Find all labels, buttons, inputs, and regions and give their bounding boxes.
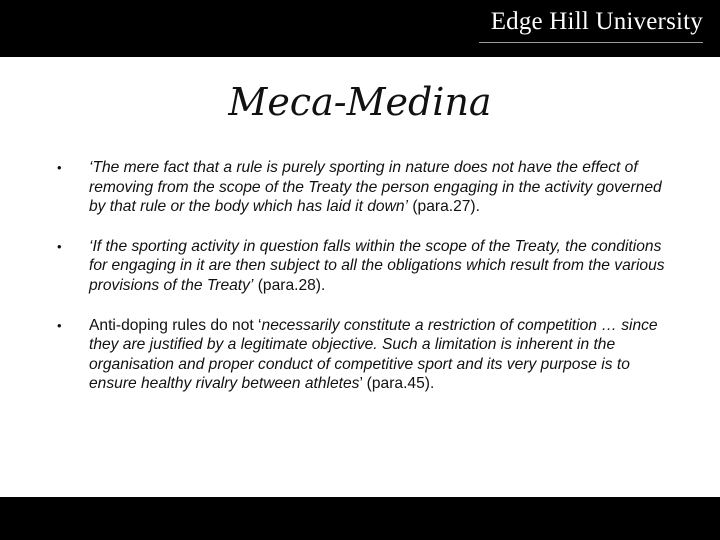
bullet-marker: •: [57, 160, 62, 175]
header-bar: [0, 0, 720, 57]
citation-text: (para.27).: [408, 198, 480, 216]
bullet-item: [55, 158, 675, 217]
bullet-marker: •: [57, 317, 62, 333]
intro-text: Anti-doping rules do not ‘: [89, 316, 262, 334]
quote-text: necessarily constitute a restriction of competition … since they are justified by a legitimate objective. Such a limitation is inherent in the organisation and proper conduct of competitive sport and its very purpose is to ensure healthy rivalry between athletes: [89, 316, 658, 393]
bullet-item: [55, 316, 675, 394]
bullet-item: [55, 237, 675, 296]
quote-text: ‘If the sporting activity in question falls within the scope of the Treaty, the conditions for engaging in it are then subject to all the obligations which result from the various provisions of the Treaty’: [89, 237, 665, 294]
slide-title: Meca-Medina: [228, 80, 492, 124]
university-logo: Edge Hill University: [490, 8, 703, 35]
citation-text: (para.28).: [253, 276, 326, 294]
bullet-marker: •: [57, 238, 62, 254]
logo-underline: [479, 42, 703, 43]
footer-bar: [0, 497, 720, 540]
bullet-list: [55, 158, 675, 414]
citation-text: ’ (para.45).: [359, 375, 435, 393]
quote-text: ‘The mere fact that a rule is purely sporting in nature does not have the effect of removing from the scope of the Treaty the person engaging in the activity governed by that rule or the body which has laid it down’: [89, 159, 662, 216]
